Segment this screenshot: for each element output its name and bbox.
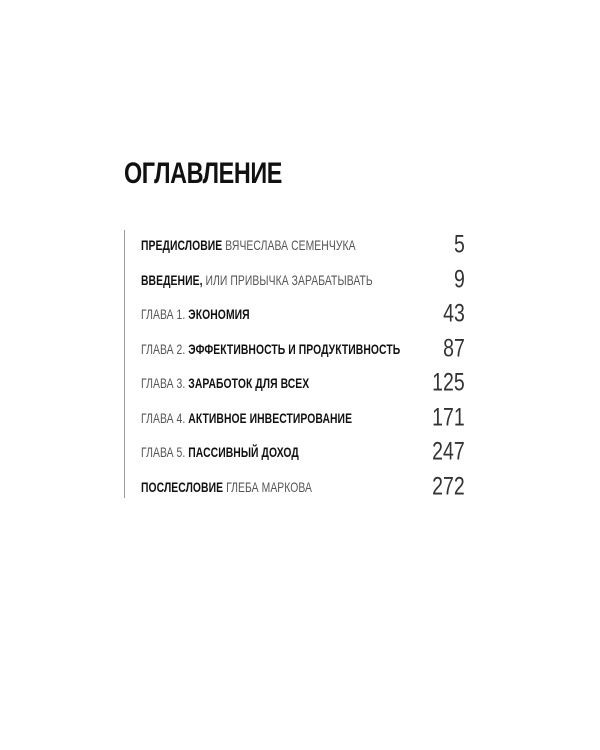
toc-entry-prefix: ГЛАВА 2. [141,340,189,357]
toc-entry-label [141,479,312,495]
toc-entry-preface [141,228,471,263]
toc-entry-title: ПОСЛЕСЛОВИЕ [141,478,224,495]
toc-entry-prefix: ГЛАВА 4. [141,409,189,426]
toc-page-number: 43 [443,299,465,328]
toc-page-number: 247 [432,437,465,466]
toc-page-number: 125 [432,368,465,397]
toc-entry-title: АКТИВНОЕ ИНВЕСТИРОВАНИЕ [188,409,353,426]
toc-entry-chapter-4 [141,401,471,436]
toc-entry-title: ПАССИВНЫЙ ДОХОД [188,444,299,461]
toc-entry-chapter-1 [141,297,471,332]
toc-divider-line [124,230,125,498]
toc-entry-label [141,272,373,288]
toc-page-number: 5 [454,230,465,259]
toc-entry-label [141,410,352,426]
toc-entry-prefix: ГЛАВА 1. [141,306,189,323]
table-of-contents [141,228,471,504]
toc-entry-chapter-2 [141,332,471,367]
toc-entry-title: ПРЕДИСЛОВИЕ [141,237,223,254]
toc-entry-chapter-3 [141,366,471,401]
toc-entry-prefix: ГЛАВА 5. [141,444,189,461]
toc-page-number: 87 [443,334,465,363]
toc-page-number: 272 [432,472,465,501]
toc-entry-title: ЗАРАБОТОК ДЛЯ ВСЕХ [188,375,310,392]
toc-entry-label [141,306,250,322]
toc-entry-label [141,237,356,253]
toc-entry-title: ЭФФЕКТИВНОСТЬ И ПРОДУКТИВНОСТЬ [188,340,401,357]
toc-page-number: 171 [432,403,465,432]
toc-entry-title: ВВЕДЕНИЕ, [141,271,203,288]
toc-entry-subtitle: ВЯЧЕСЛАВА СЕМЕНЧУКА [222,237,356,254]
toc-entry-chapter-5 [141,435,471,470]
toc-entry-afterword [141,470,471,505]
toc-entry-subtitle: ГЛЕБА МАРКОВА [223,478,313,495]
toc-page-number: 9 [454,265,465,294]
toc-entry-prefix: ГЛАВА 3. [141,375,189,392]
toc-entry-title: ЭКОНОМИЯ [188,306,250,323]
toc-entry-label [141,444,299,460]
toc-entry-label [141,375,309,391]
toc-entry-introduction [141,263,471,298]
toc-entry-subtitle: ИЛИ ПРИВЫЧКА ЗАРАБАТЫВАТЬ [202,271,373,288]
page-title: ОГЛАВЛЕНИЕ [124,157,282,190]
toc-entry-label [141,341,400,357]
